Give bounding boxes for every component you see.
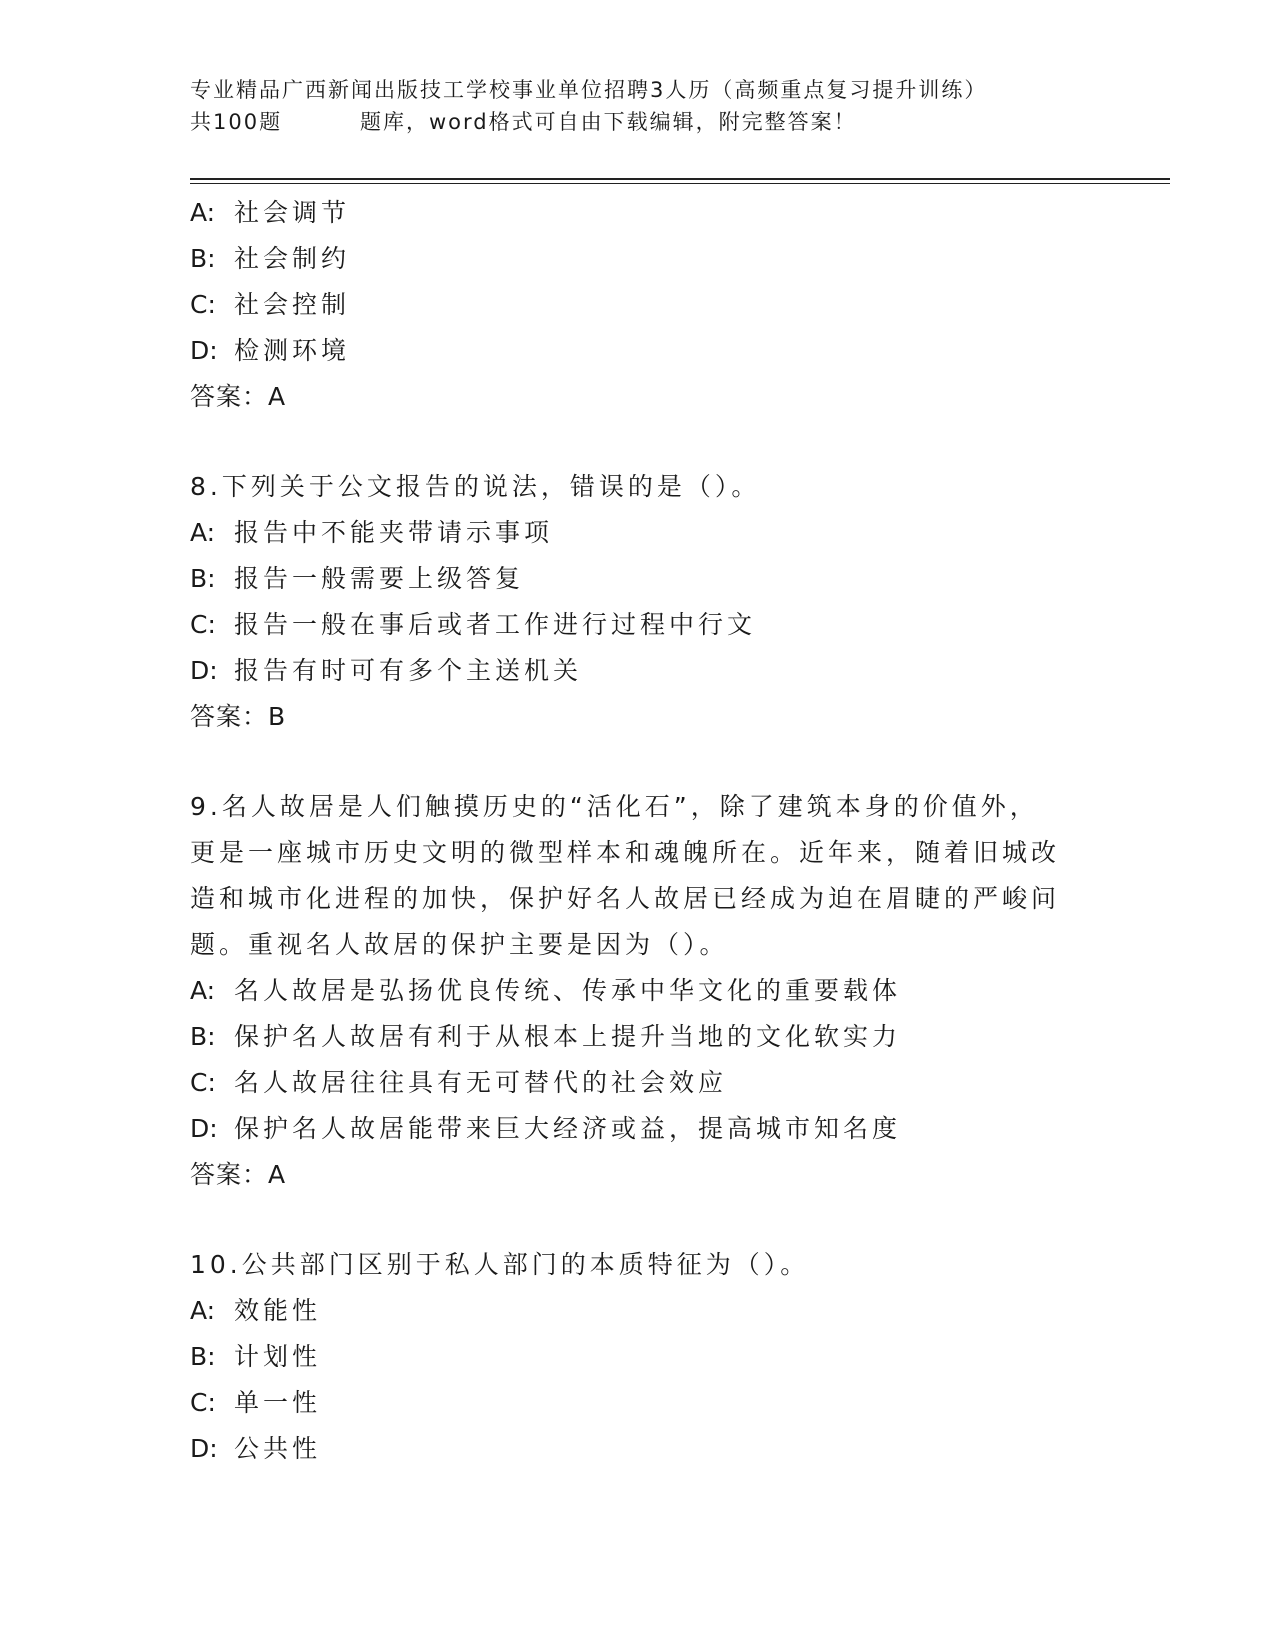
option-c: C: 社会控制 — [190, 290, 351, 319]
question-7-block — [190, 190, 1090, 420]
question-count: 共100题 — [190, 110, 283, 134]
document-header — [190, 74, 1090, 138]
option-a: A: 名人故居是弘扬优良传统、传承中华文化的重要载体 — [190, 976, 902, 1005]
question-8-block — [190, 464, 1090, 740]
option-d: D: 保护名人故居能带来巨大经济或益，提高城市知名度 — [190, 1114, 902, 1143]
option-c: C: 单一性 — [190, 1388, 322, 1417]
option-b: B: 计划性 — [190, 1342, 322, 1371]
question-stem-line: 造和城市化进程的加快，保护好名人故居已经成为迫在眉睫的严峻问 — [190, 884, 1061, 913]
question-stem-line: 9.名人故居是人们触摸历史的“活化石”，除了建筑本身的价值外， — [190, 792, 1039, 821]
question-9-block — [190, 784, 1090, 1198]
header-divider — [190, 178, 1170, 180]
option-b: B: 社会制约 — [190, 244, 351, 273]
option-b: B: 报告一般需要上级答复 — [190, 564, 525, 593]
question-stem-line: 题。重视名人故居的保护主要是因为（）。 — [190, 930, 729, 959]
question-stem: 10.公共部门区别于私人部门的本质特征为（）。 — [190, 1250, 810, 1279]
answer-line: 答案：B — [190, 702, 287, 731]
option-c: C: 名人故居往往具有无可替代的社会效应 — [190, 1068, 728, 1097]
header-divider-thin — [190, 183, 1170, 184]
answer-line: 答案：A — [190, 382, 287, 411]
option-a: A: 社会调节 — [190, 198, 351, 227]
question-stem-line: 更是一座城市历史文明的微型样本和魂魄所在。近年来，随着旧城改 — [190, 838, 1061, 867]
header-title: 专业精品广西新闻出版技工学校事业单位招聘3人历（高频重点复习提升训练） — [190, 78, 988, 102]
option-d: D: 报告有时可有多个主送机关 — [190, 656, 583, 685]
option-d: D: 公共性 — [190, 1434, 322, 1463]
question-stem: 8.下列关于公文报告的说法，错误的是（）。 — [190, 472, 761, 501]
option-a: A: 报告中不能夹带请示事项 — [190, 518, 554, 547]
answer-line: 答案：A — [190, 1160, 287, 1189]
question-10-block — [190, 1242, 1090, 1472]
option-b: B: 保护名人故居有利于从根本上提升当地的文化软实力 — [190, 1022, 902, 1051]
option-a: A: 效能性 — [190, 1296, 322, 1325]
header-subtitle-text: 题库，word格式可自由下载编辑，附完整答案！ — [360, 110, 857, 134]
header-subtitle — [190, 106, 1090, 138]
option-d: D: 检测环境 — [190, 336, 351, 365]
option-c: C: 报告一般在事后或者工作进行过程中行文 — [190, 610, 757, 639]
question-content — [190, 190, 1090, 1472]
